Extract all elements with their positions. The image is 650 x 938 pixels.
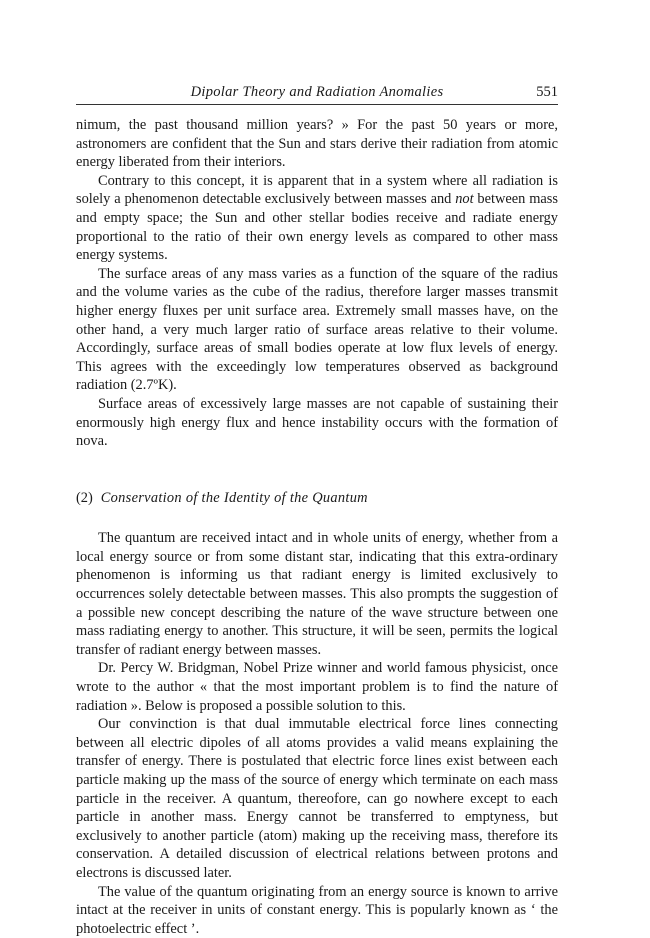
paragraph: The surface areas of any mass varies as a function of the square of the radius and the volume varies as the cube of the radius, therefore larger masses transmit higher energy fluxes per unit surface area. Extremely small masses have, on the other hand, a very much larger ratio of surface areas relative to their volume. Accordingly, surface areas of small bodies operate at low flux levels of energy. This agrees with the exceedingly low temperatures observed as background radiation (2.7ºK). [76, 265, 558, 394]
page-number: 551 [536, 84, 558, 100]
emphasis: not [455, 191, 474, 208]
running-title: Dipolar Theory and Radiation Anomalies [190, 84, 444, 100]
body-text [76, 116, 558, 938]
section-number: (2) [76, 489, 93, 506]
paragraph: Contrary to this concept, it is apparent that in a system where all radiation is solely a phenomenon detectable exclusively between masses and not between mass and empty space; the Sun and other stellar bodies receive and radiate energy proportional to the ratio of their own energy levels as compared to other mass energy systems. [76, 172, 559, 264]
running-header [76, 84, 558, 105]
paragraph: Dr. Percy W. Bridgman, Nobel Prize winner and world famous physicist, once wrote to the author « that the most important problem is to find the nature of radiation ». Below is proposed a possible solution to this. [76, 660, 558, 714]
paragraph: nimum, the past thousand million years? » For the past 50 years or more, astronomers are confident that the Sun and stars derive their radiation from atomic energy liberated from their interiors. [76, 117, 558, 171]
paragraph: The quantum are received intact and in whole units of energy, whether from a local energy source or from some distant star, indicating that this extra-ordinary phenomenon is informing us that radiant energy is limited exclusively to occurrences solely detectable between masses. This also prompts the suggestion of a possible new concept describing the nature of the wave structure between one mass radiating energy to another. This structure, it will be seen, permits the logical transfer of radiant energy between masses. [76, 530, 558, 658]
section-title: Conservation of the Identity of the Quantum [100, 489, 368, 506]
paragraph: The value of the quantum originating from an energy source is known to arrive intact at the receiver in units of constant energy. This is popularly known as ‘ the photoelectric effect ’. [76, 883, 558, 937]
paragraph: Our convinction is that dual immutable electrical force lines connecting between all electric dipoles of all atoms provides a valid means explaining the transfer of energy. There is postulated that electric force lines exist between each particle making up the mass of the source of energy which terminate on each mass particle in the receiver. A quantum, thereofore, can go nowhere except to each particle in another mass. Energy cannot be transferred to emptyness, but exclusively to another particle (atom) making up the receiving mass, therefore its conservation. A detailed discussion of electrical relations between protons and electrons is discussed later. [76, 716, 558, 881]
paragraph: Surface areas of excessively large masses are not capable of sustaining their enormously high energy flux and hence instability occurs with the formation of nova. [76, 395, 558, 450]
section-heading [76, 489, 558, 508]
